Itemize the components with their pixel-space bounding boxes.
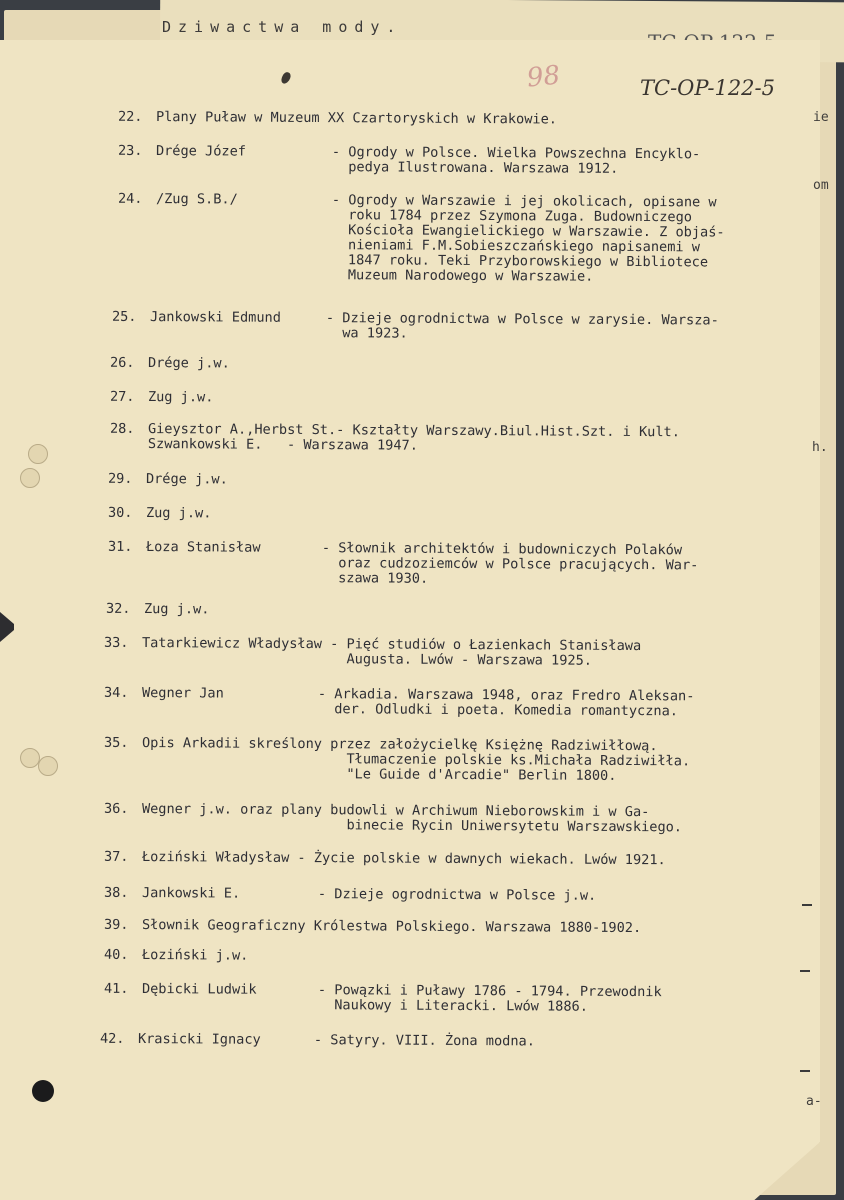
entry-item: [103, 684, 824, 720]
margin-text-a: a-: [806, 1094, 822, 1109]
margin-text-ie: ie: [813, 110, 829, 125]
entry-number: 23.: [117, 142, 143, 159]
entry-number: 29.: [107, 470, 133, 487]
entry-description: - Satyry. VIII. Żona modna.: [313, 1032, 535, 1050]
entry-item: [103, 884, 824, 904]
entry-author: Gieysztor A.,Herbst St.- Kształty Warszawy.Biul.Hist.Szt. i Kult. Szwankowski E. - Warszawa 1947.: [147, 421, 680, 454]
entry-author: Tatarkiewicz Władysław - Pięć studiów o Łazienkach Stanisława Augusta. Lwów - Warszawa 1925.: [141, 635, 642, 669]
ref-code: TC-OP-122-5: [640, 76, 776, 100]
edge-mark: [800, 970, 810, 972]
entry-item: [109, 420, 830, 454]
page-number: 98: [525, 60, 562, 94]
entry-item: [117, 108, 838, 128]
binding-hole-upper: [28, 444, 48, 464]
margin-text-om: om: [813, 178, 829, 193]
entry-number: 39.: [103, 916, 129, 933]
entry-author: Zug j.w.: [147, 389, 214, 406]
entry-number: 28.: [109, 420, 135, 437]
entry-author: Wegner j.w. oraz plany budowli w Archiwum Nieborowskim i w Ga- binecie Rycin Uniwersytetu Warszawskiego.: [141, 801, 683, 836]
margin-text-h: h.: [812, 440, 828, 455]
entry-item: [105, 600, 826, 618]
entry-item: [99, 1030, 820, 1050]
entry-author: Łoza Stanisław: [145, 539, 261, 556]
entry-number: 42.: [99, 1030, 125, 1047]
entry-item: [117, 142, 838, 177]
entry-author: Jankowski E.: [141, 885, 241, 902]
entry-item: [117, 190, 838, 285]
entry-author: Zug j.w.: [145, 505, 212, 522]
entry-item: [103, 916, 824, 937]
binding-hole-lower: [20, 748, 40, 768]
entry-number: 36.: [103, 800, 129, 817]
entry-item: [107, 470, 828, 488]
entry-description: - Dzieje ogrodnictwa w Polsce w zarysie. Warsza- wa 1923.: [325, 310, 719, 342]
entry-author: Zug j.w.: [143, 601, 210, 618]
entry-item: [107, 538, 828, 587]
entry-author: Opis Arkadii skreślony przez założycielkę Księżnę Radziwiłłową. Tłumaczenie polskie ks.Michała Radziwiłła. "Le Guide d'Arcadie" Berlin 1800.: [141, 735, 691, 784]
entry-number: 37.: [103, 848, 129, 865]
entry-item: [103, 634, 824, 669]
entry-number: 40.: [103, 946, 129, 963]
entry-item: [111, 308, 832, 342]
entry-item: [103, 946, 824, 964]
header-title: Dziwactwa mody.: [162, 18, 403, 36]
entry-description: - Dzieje ogrodnictwa w Polsce j.w.: [317, 886, 597, 904]
entry-author: /Zug S.B./: [155, 191, 238, 208]
entry-number: 27.: [109, 388, 135, 405]
entry-author: Drége j.w.: [145, 471, 228, 488]
entry-number: 22.: [117, 108, 143, 125]
entry-author: Łoziński Władysław - Życie polskie w dawnych wiekach. Lwów 1921.: [141, 849, 666, 869]
entry-description: - Słownik architektów i budowniczych Polaków oraz cudzoziemców w Polsce pracujących. War- szawa 1930.: [321, 540, 699, 587]
edge-mark: [802, 904, 812, 906]
entry-description: - Powązki i Puławy 1786 - 1794. Przewodnik Naukowy i Literacki. Lwów 1886.: [317, 982, 662, 1015]
entry-number: 30.: [107, 504, 133, 521]
entry-number: 38.: [103, 884, 129, 901]
entry-item: [109, 388, 830, 406]
entry-author: Wegner Jan: [141, 685, 224, 702]
entry-description: - Ogrody w Polsce. Wielka Powszechna Encyklo- pedya Ilustrowana. Warszawa 1912.: [331, 144, 701, 177]
entry-number: 35.: [103, 734, 129, 751]
entry-item: [103, 734, 824, 784]
entry-number: 31.: [107, 538, 133, 555]
entry-item: [109, 354, 830, 372]
binding-hole-upper-2: [20, 468, 40, 488]
entry-number: 32.: [105, 600, 131, 617]
entry-author: Słownik Geograficzny Królestwa Polskiego. Warszawa 1880-1902.: [141, 917, 642, 937]
entry-number: 25.: [111, 308, 137, 325]
entry-item: [103, 800, 824, 836]
entry-description: - Arkadia. Warszawa 1948, oraz Fredro Aleksan- der. Odludki i poeta. Komedia romantyczna.: [317, 686, 695, 720]
entry-number: 34.: [103, 684, 129, 701]
entry-item: [103, 980, 824, 1015]
entry-item: [103, 848, 824, 869]
entry-number: 33.: [103, 634, 129, 651]
entry-author: Krasicki Ignacy: [137, 1031, 261, 1048]
entry-description: - Ogrody w Warszawie i jej okolicach, opisane w roku 1784 przez Szymona Zuga. Budowniczego Kościoła Ewangielickiego w Warszawie. Z objaś- nieniami F.M.Sobieszczańskiego napisanemi w 1847 roku. Teki Przyborowskiego w Bibliotece Muzeum Narodowego w Warszawie.: [331, 192, 725, 285]
entry-author: Drége Józef: [155, 143, 247, 160]
edge-mark: [800, 1070, 810, 1072]
binding-hole-lower-2: [38, 756, 58, 776]
entry-number: 26.: [109, 354, 135, 371]
entry-number: 41.: [103, 980, 129, 997]
entry-author: Plany Puław w Muzeum XX Czartoryskich w Krakowie.: [155, 109, 558, 128]
entry-author: Łoziński j.w.: [141, 947, 249, 964]
entry-author: Jankowski Edmund: [149, 309, 281, 326]
punch-hole: [32, 1080, 54, 1102]
entry-number: 24.: [117, 190, 143, 207]
entry-author: Drége j.w.: [147, 355, 230, 372]
entry-author: Dębicki Ludwik: [141, 981, 257, 998]
entry-item: [107, 504, 828, 522]
